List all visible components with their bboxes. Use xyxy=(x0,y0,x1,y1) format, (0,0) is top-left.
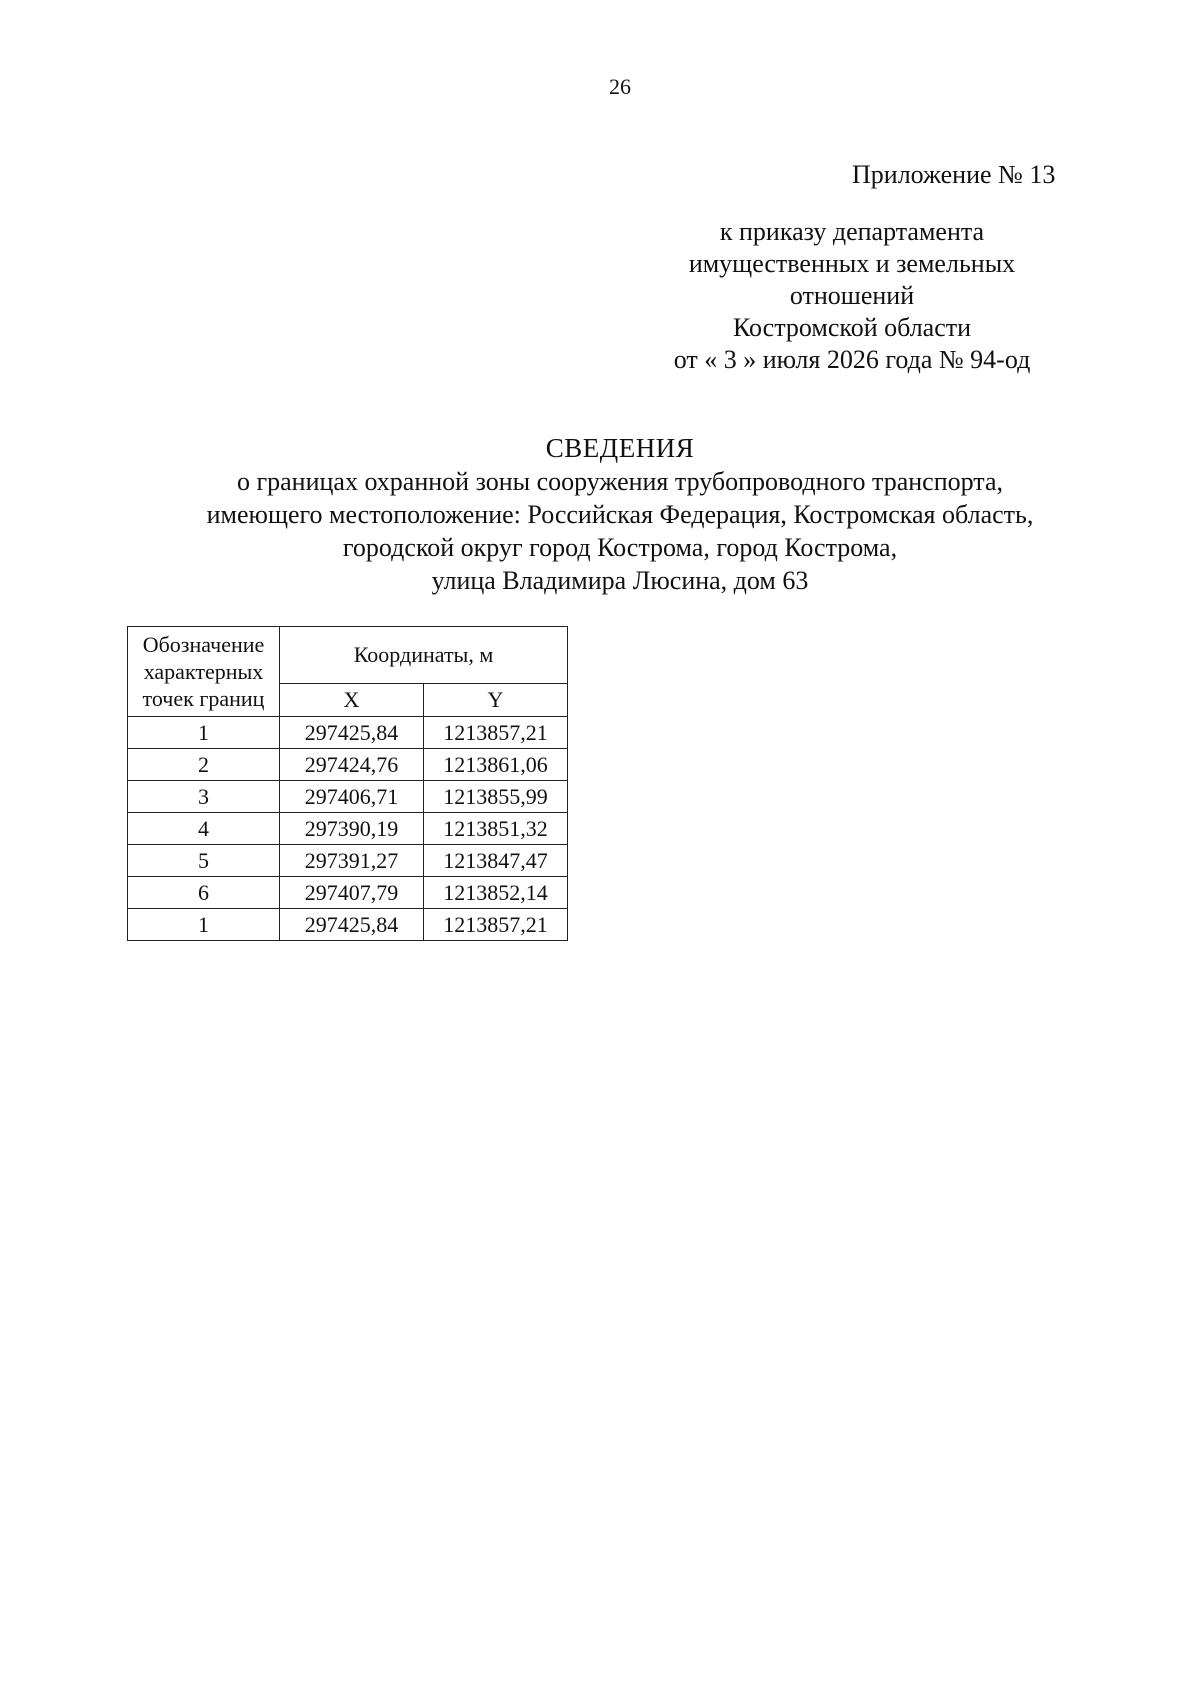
appendix-title: Приложение № 13 xyxy=(852,160,1056,189)
order-line: отношений xyxy=(789,281,915,310)
document-heading xyxy=(0,432,1200,597)
table-row xyxy=(128,717,568,749)
header-y: Y xyxy=(424,684,568,717)
x-cell: 297425,84 xyxy=(280,717,424,749)
coordinates-table xyxy=(127,626,568,941)
heading-line: городской округ город Кострома, город Кострома, xyxy=(342,533,898,562)
header-point-line: точек границ xyxy=(142,686,265,711)
point-cell: 1 xyxy=(128,717,280,749)
x-cell: 297406,71 xyxy=(280,781,424,813)
header-x: X xyxy=(280,684,424,717)
y-cell: 1213857,21 xyxy=(424,909,568,941)
header-point-line: характерных xyxy=(143,659,264,684)
heading-line: улица Владимира Люсина, дом 63 xyxy=(431,566,809,595)
order-line: имущественных и земельных xyxy=(688,249,1016,278)
table-row xyxy=(128,749,568,781)
y-cell: 1213851,32 xyxy=(424,813,568,845)
y-cell: 1213861,06 xyxy=(424,749,568,781)
table-row xyxy=(128,781,568,813)
heading-line: имеющего местоположение: Российская Федерация, Костромская область, xyxy=(206,500,1034,529)
x-cell: 297424,76 xyxy=(280,749,424,781)
point-cell: 6 xyxy=(128,877,280,909)
order-line: к приказу департамента xyxy=(719,217,985,246)
order-reference xyxy=(632,216,1072,376)
y-cell: 1213852,14 xyxy=(424,877,568,909)
point-cell: 5 xyxy=(128,845,280,877)
point-cell: 1 xyxy=(128,909,280,941)
header-coordinates: Координаты, м xyxy=(280,627,568,684)
header-point-line: Обозначение xyxy=(142,632,265,657)
order-line: от « 3 » июля 2026 года № 94-од xyxy=(673,345,1031,374)
x-cell: 297391,27 xyxy=(280,845,424,877)
table-row xyxy=(128,813,568,845)
document-title: СВЕДЕНИЯ xyxy=(545,433,695,463)
x-cell: 297425,84 xyxy=(280,909,424,941)
order-line: Костромской области xyxy=(732,313,972,342)
table-row xyxy=(128,845,568,877)
table-row xyxy=(128,909,568,941)
header-point-designation xyxy=(128,627,280,717)
x-cell: 297390,19 xyxy=(280,813,424,845)
y-cell: 1213855,99 xyxy=(424,781,568,813)
x-cell: 297407,79 xyxy=(280,877,424,909)
point-cell: 2 xyxy=(128,749,280,781)
point-cell: 4 xyxy=(128,813,280,845)
y-cell: 1213857,21 xyxy=(424,717,568,749)
heading-line: о границах охранной зоны сооружения трубопроводного транспорта, xyxy=(236,467,1004,496)
table-row xyxy=(128,877,568,909)
y-cell: 1213847,47 xyxy=(424,845,568,877)
point-cell: 3 xyxy=(128,781,280,813)
page-number: 26 xyxy=(609,74,631,99)
